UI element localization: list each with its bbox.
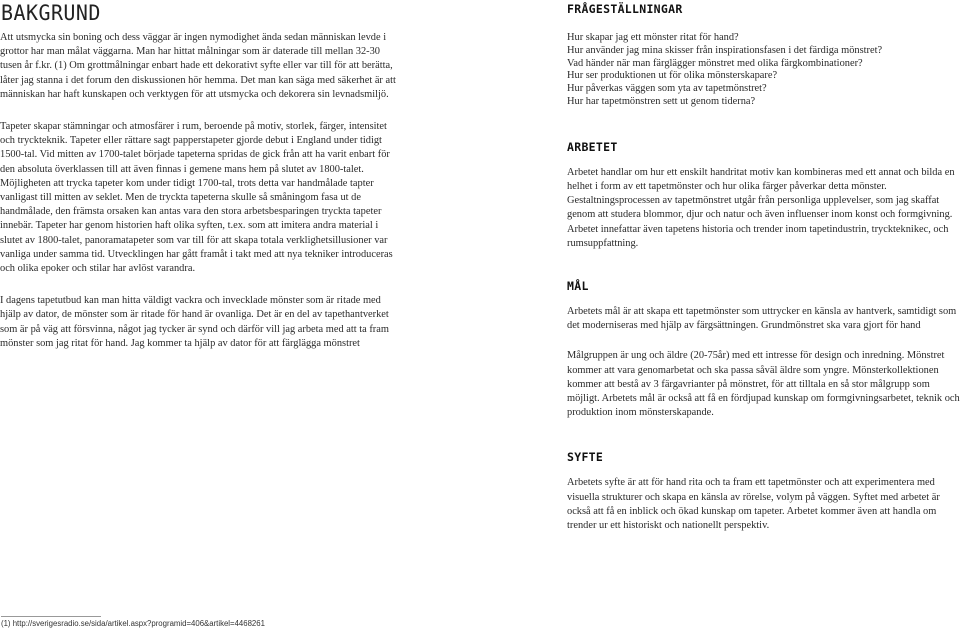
footnote: (1) http://sverigesradio.se/sida/artikel.aspx?programid=406&artikel=4468261 bbox=[1, 619, 265, 628]
questions-list bbox=[567, 32, 960, 109]
left-column bbox=[0, 0, 400, 351]
arbetet-heading: ARBETET bbox=[567, 139, 618, 154]
page-title: BAKGRUND bbox=[1, 1, 101, 25]
right-column bbox=[567, 0, 960, 533]
syfte-paragraph: Arbetets syfte är att för hand rita och ta fram ett tapetmönster och att experimentera med visuella strukturer och skapa en känsla av rörelse, volym på väggen. Syftet med arbetet är också att få en inblick och ökad kunskap om tapeter. Arbetet kommer även att handla om trender ur ett historiskt och nationellt perspektiv. bbox=[567, 477, 940, 532]
history-paragraph: Tapeter skapar stämningar och atmosfärer i rum, beroende på motiv, storlek, färger, intensitet och tryckteknik. Tapeter eller rättare sagt papperstapeter gjorde debut i England under tidigt 1500-tal. Vid mitten av 1700-talet började tapeterna spridas de gick från att ha varit enbart för den absoluta överklassen till att även finnas i gemene mans hem på slutet av 1800-talet. Möjligheten att trycka tapeter kom under tidigt 1700-tal, trots detta var handmålade tapter vanligast till mitten av seklet. Men de tryckta tapeterna skulle så småningom fasa ut de handmålade, den främsta orsaken kan antas vara den stora arbetsbesparingen tryckta tapeter innebär. Tapeter har genom historien haft olika syften, t.ex. som att imitera andra material i slutet av 1800-talet, panoramatapeter som var till för att skapa totala verklighetsillusioner var vanliga under samma tid. Utvecklingen har gått framåt i takt med att nya tekniker introduceras och olika epoker och stilar har avlöst varandra. bbox=[0, 121, 393, 275]
footnote-divider bbox=[1, 616, 101, 617]
mal-paragraph-1: Arbetets mål är att skapa ett tapetmönster som uttrycker en känsla av hantverk, samtidigt som det moderniseras med hjälp av färgsättningen. Grundmönstret ska vara gjort för hand bbox=[567, 306, 957, 332]
list-item: Hur skapar jag ett mönster ritat för hand? bbox=[567, 32, 739, 43]
questions-heading: FRÅGESTÄLLNINGAR bbox=[567, 2, 683, 16]
syfte-heading: SYFTE bbox=[567, 450, 604, 465]
mal-heading: MÅL bbox=[567, 279, 589, 293]
mal-paragraph-2: Målgruppen är ung och äldre (20-75år) med ett intresse för design och inredning. Mönstret kommer att vara genomarbetat och ska passa såväl äldre som yngre. Mönsterkollektionen kommer att bestå av 3 färgavrianter på mönstret, för att tilltala en så stor målgrupp som möjligt. Arbetets mål är också att få en fördjupad kunskap om formgivningsarbetet, teknik och produktion inom mönsterskapande. bbox=[567, 350, 960, 419]
list-item: Hur ser produktionen ut för olika mönsterskapare? bbox=[567, 70, 778, 82]
today-paragraph: I dagens tapetutbud kan man hitta väldigt vackra och invecklade mönster som är ritade med hjälp av dator, de mönster som är ritade för hand är ovanliga. Det är en del av tapethantverket som är på väg att försvinna, något jag tycker är synd och därför vill jag arbeta med att ta fram mönster som jag ritat för hand. Jag kommer ta hjälp av dator för att färglägga mönstret bbox=[0, 295, 389, 349]
intro-paragraph: Att utsmycka sin boning och dess väggar är ingen nymodighet ända sedan människan levde i grottor har man målat väggarna. Man har hittat målningar som är daterade till mellan 32-30 tusen år f.kr. (1) Om grottmålningar enbart hade ett dekorativt syfte eller var till för att berätta, låter jag stanna i det forum den diskussionen hör hemma. Det man kan säga med säkerhet är att människan har haft kunskapen och verktygen för att utsmycka och dekorera sin levnadsmiljö. bbox=[0, 32, 396, 100]
list-item: Hur påverkas väggen som yta av tapetmönstret? bbox=[567, 83, 767, 95]
list-item: Hur använder jag mina skisser från inspirationsfasen i det färdiga mönstret? bbox=[567, 44, 883, 56]
arbetet-paragraph: Arbetet handlar om hur ett enskilt handritat motiv kan kombineras med ett annat och bilda en helhet i form av ett tapetmönster och hur olika färger påverkar detta mönster. Gestaltningsprocessen av tapetmönstret utgår från personliga upplevelser, som jag skaffat genom att studera blommor, djur och natur och även influenser inom konst och formgivning. Arbetet innefattar även tapetens historia och trender inom tapetindustrin, tryckteknikec, och rumsuppfattning. bbox=[567, 166, 955, 249]
list-item: Vad händer när man färglägger mönstret med olika färgkombinationer? bbox=[567, 57, 863, 69]
list-item: Hur har tapetmönstren sett ut genom tiderna? bbox=[567, 95, 756, 107]
